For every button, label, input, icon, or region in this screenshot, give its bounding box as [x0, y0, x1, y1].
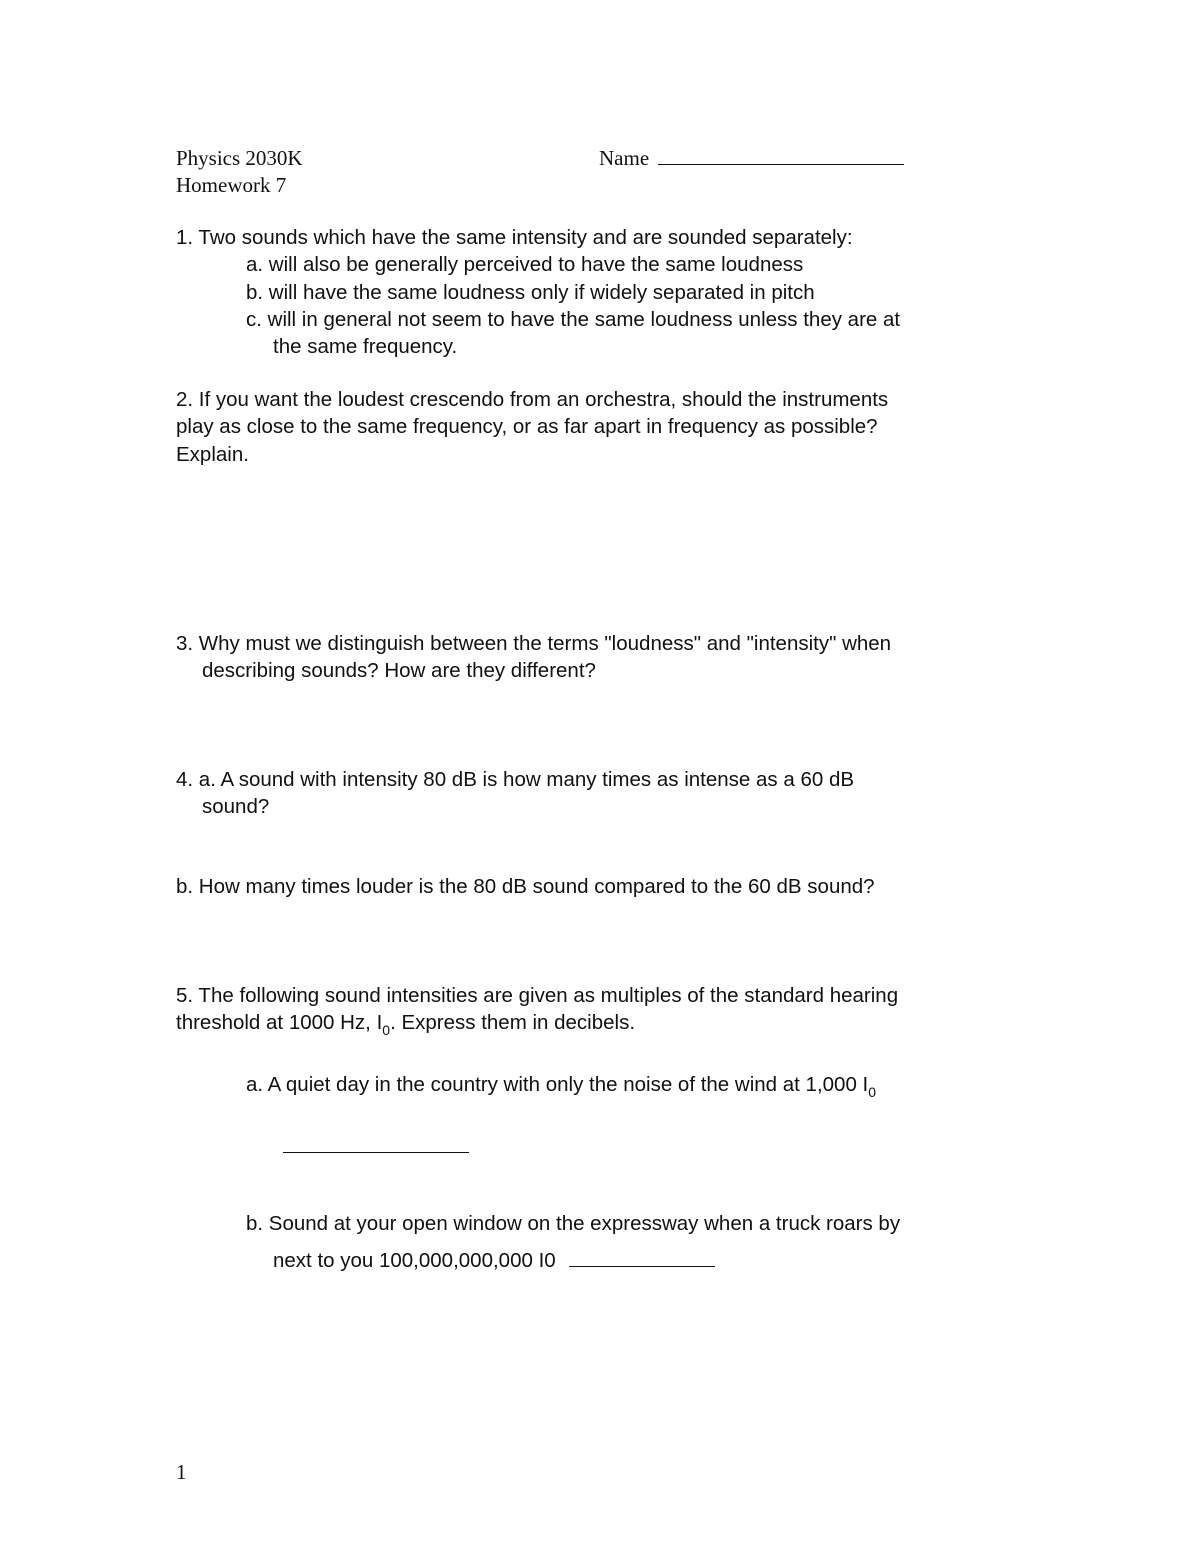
- q5a-subscript: 0: [868, 1084, 877, 1100]
- q1-stem: 1. Two sounds which have the same intensity and are sounded separately:: [176, 226, 853, 249]
- q1-option-a: a. will also be generally perceived to have the same loudness: [246, 253, 804, 276]
- course-title: Physics 2030K: [176, 146, 303, 170]
- q5-line1: 5. The following sound intensities are given as multiples of the standard hearing: [176, 984, 899, 1007]
- q5-line2-subscript: 0: [382, 1022, 391, 1038]
- q5-line2: [176, 1011, 636, 1038]
- q5b-line2-text: next to you 100,000,000,000 I0: [273, 1249, 556, 1272]
- q4b: b. How many times louder is the 80 dB sound compared to the 60 dB sound?: [176, 875, 875, 898]
- q5b-answer-blank: [569, 1265, 715, 1267]
- assignment-title: Homework 7: [176, 173, 287, 197]
- q1-option-b: b. will have the same loudness only if widely separated in pitch: [246, 281, 815, 304]
- q2-line3: Explain.: [176, 443, 249, 466]
- q5a-answer-blank: [283, 1152, 469, 1153]
- q2-line1: 2. If you want the loudest crescendo from an orchestra, should the instruments: [176, 388, 889, 411]
- q3-line2: describing sounds? How are they different?: [202, 659, 596, 682]
- q5b-line1: b. Sound at your open window on the expressway when a truck roars by: [246, 1212, 901, 1235]
- q1-option-c: c. will in general not seem to have the same loudness unless they are at: [246, 308, 901, 331]
- q3-line1: 3. Why must we distinguish between the terms "loudness" and "intensity" when: [176, 632, 892, 655]
- q2-line2: play as close to the same frequency, or as far apart in frequency as possible?: [176, 415, 878, 438]
- name-field: [599, 148, 904, 169]
- q4a-line2: sound?: [202, 795, 270, 818]
- q1-option-c-cont: the same frequency.: [273, 335, 458, 358]
- page-number: 1: [176, 1460, 187, 1484]
- name-blank-line: [658, 163, 904, 165]
- name-label: Name: [599, 146, 650, 170]
- q5-line2-pre: threshold at 1000 Hz, I: [176, 1011, 383, 1034]
- q5-line2-post: . Express them in decibels.: [390, 1011, 636, 1034]
- q5a-text: a. A quiet day in the country with only the noise of the wind at 1,000 I: [246, 1073, 869, 1096]
- q5a: [246, 1073, 877, 1100]
- q5b-line2: [273, 1251, 715, 1272]
- q4a-line1: 4. a. A sound with intensity 80 dB is how many times as intense as a 60 dB: [176, 768, 855, 791]
